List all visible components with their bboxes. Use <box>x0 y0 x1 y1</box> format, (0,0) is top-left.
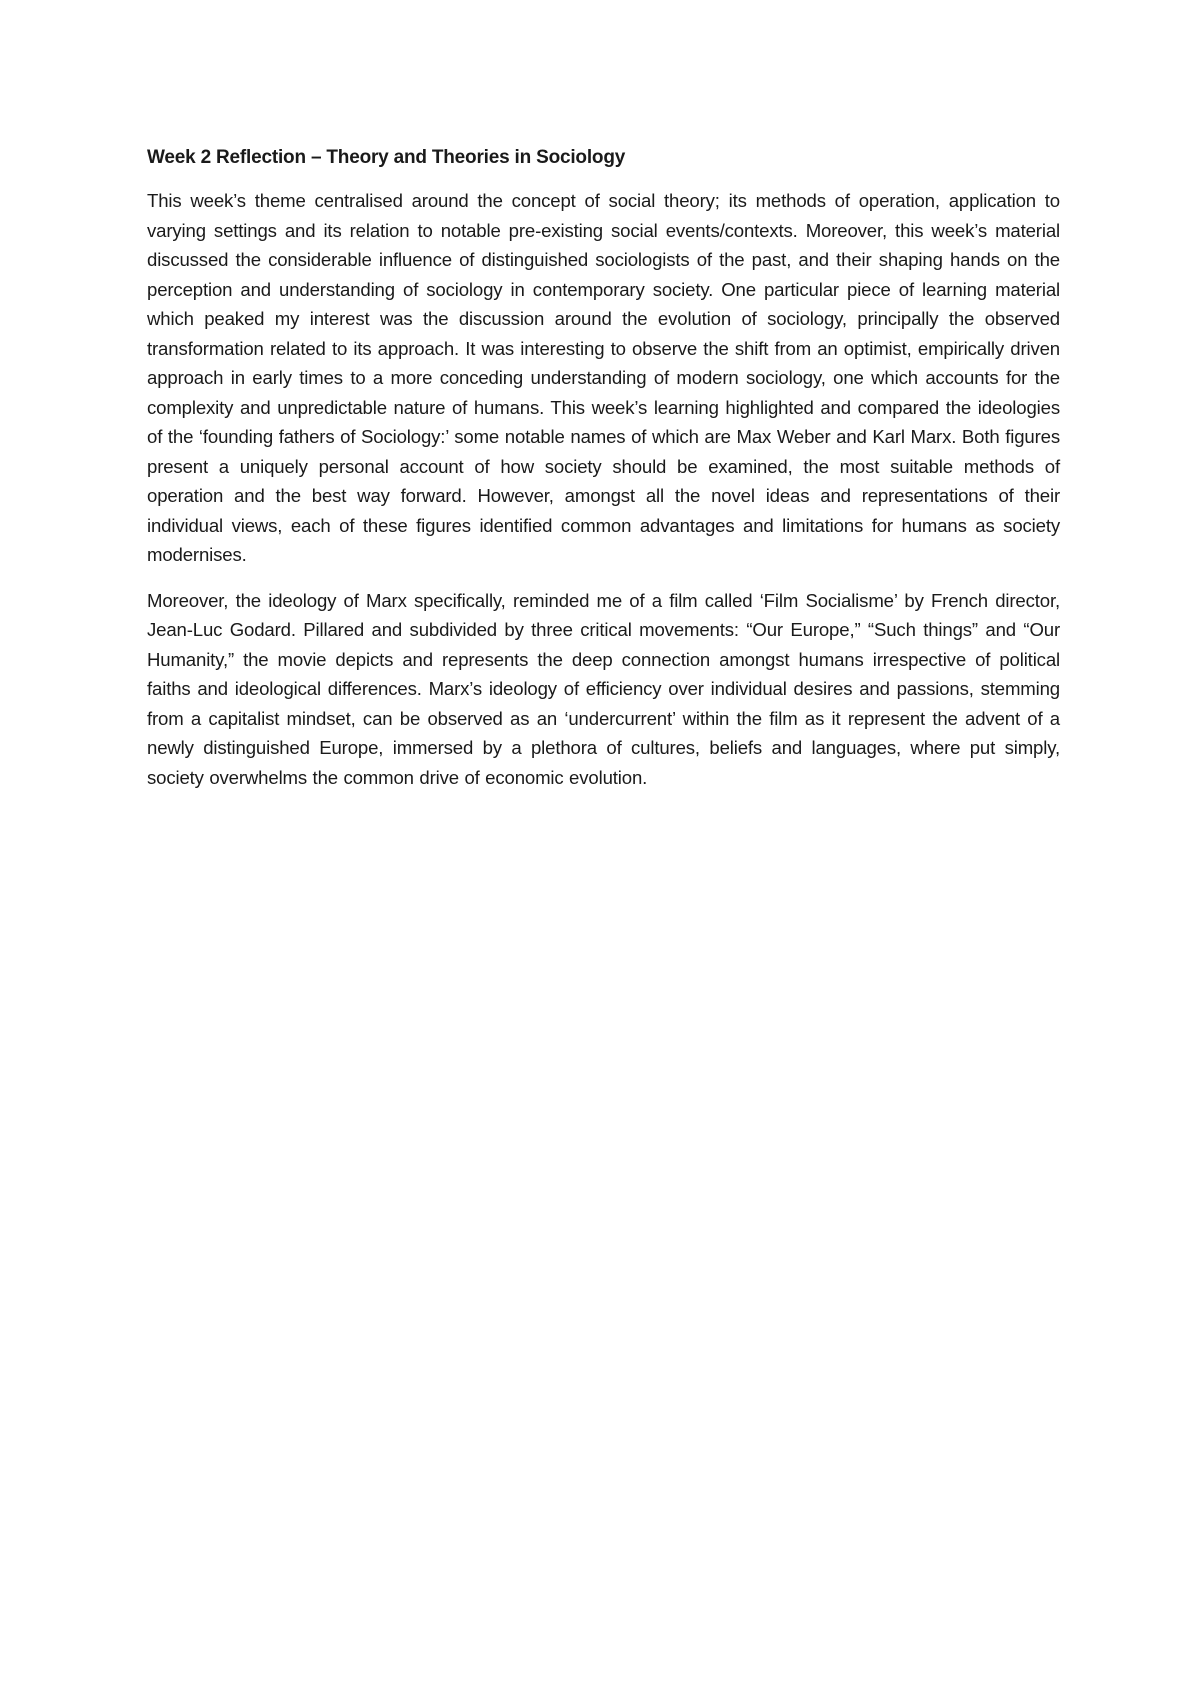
document-body <box>147 143 1060 808</box>
document-title: Week 2 Reflection – Theory and Theories in Sociology <box>147 147 626 168</box>
paragraph-theory-overview: This week’s theme centralised around the concept of social theory; its methods of operation, application to varying settings and its relation to notable pre-existing social events/contexts. Moreover, this week’s material discussed the considerable influence of distinguished sociologists of the past, and their shaping hands on the perception and understanding of sociology in contemporary society. One particular piece of learning material which peaked my interest was the discussion around the evolution of sociology, principally the observed transformation related to its approach. It was interesting to observe the shift from an optimist, empirically driven approach in early times to a more conceding understanding of modern sociology, one which accounts for the complexity and unpredictable nature of humans. This week’s learning highlighted and compared the ideologies of the ‘founding fathers of Sociology:’ some notable names of which are Max Weber and Karl Marx. Both figures present a uniquely personal account of how society should be examined, the most suitable methods of operation and the best way forward. However, amongst all the novel ideas and representations of their individual views, each of these figures identified common advantages and limitations for humans as society modernises. <box>147 190 1060 565</box>
paragraph-film-socialisme: Moreover, the ideology of Marx specifically, reminded me of a film called ‘Film Socialisme’ by French director, Jean-Luc Godard. Pillared and subdivided by three critical movements: “Our Europe,” “Such things” and “Our Humanity,” the movie depicts and represents the deep connection amongst humans irrespective of political faiths and ideological differences. Marx’s ideology of efficiency over individual desires and passions, stemming from a capitalist mindset, can be observed as an ‘undercurrent’ within the film as it represent the advent of a newly distinguished Europe, immersed by a plethora of cultures, beliefs and languages, where put simply, society overwhelms the common drive of economic evolution. <box>147 589 1060 788</box>
